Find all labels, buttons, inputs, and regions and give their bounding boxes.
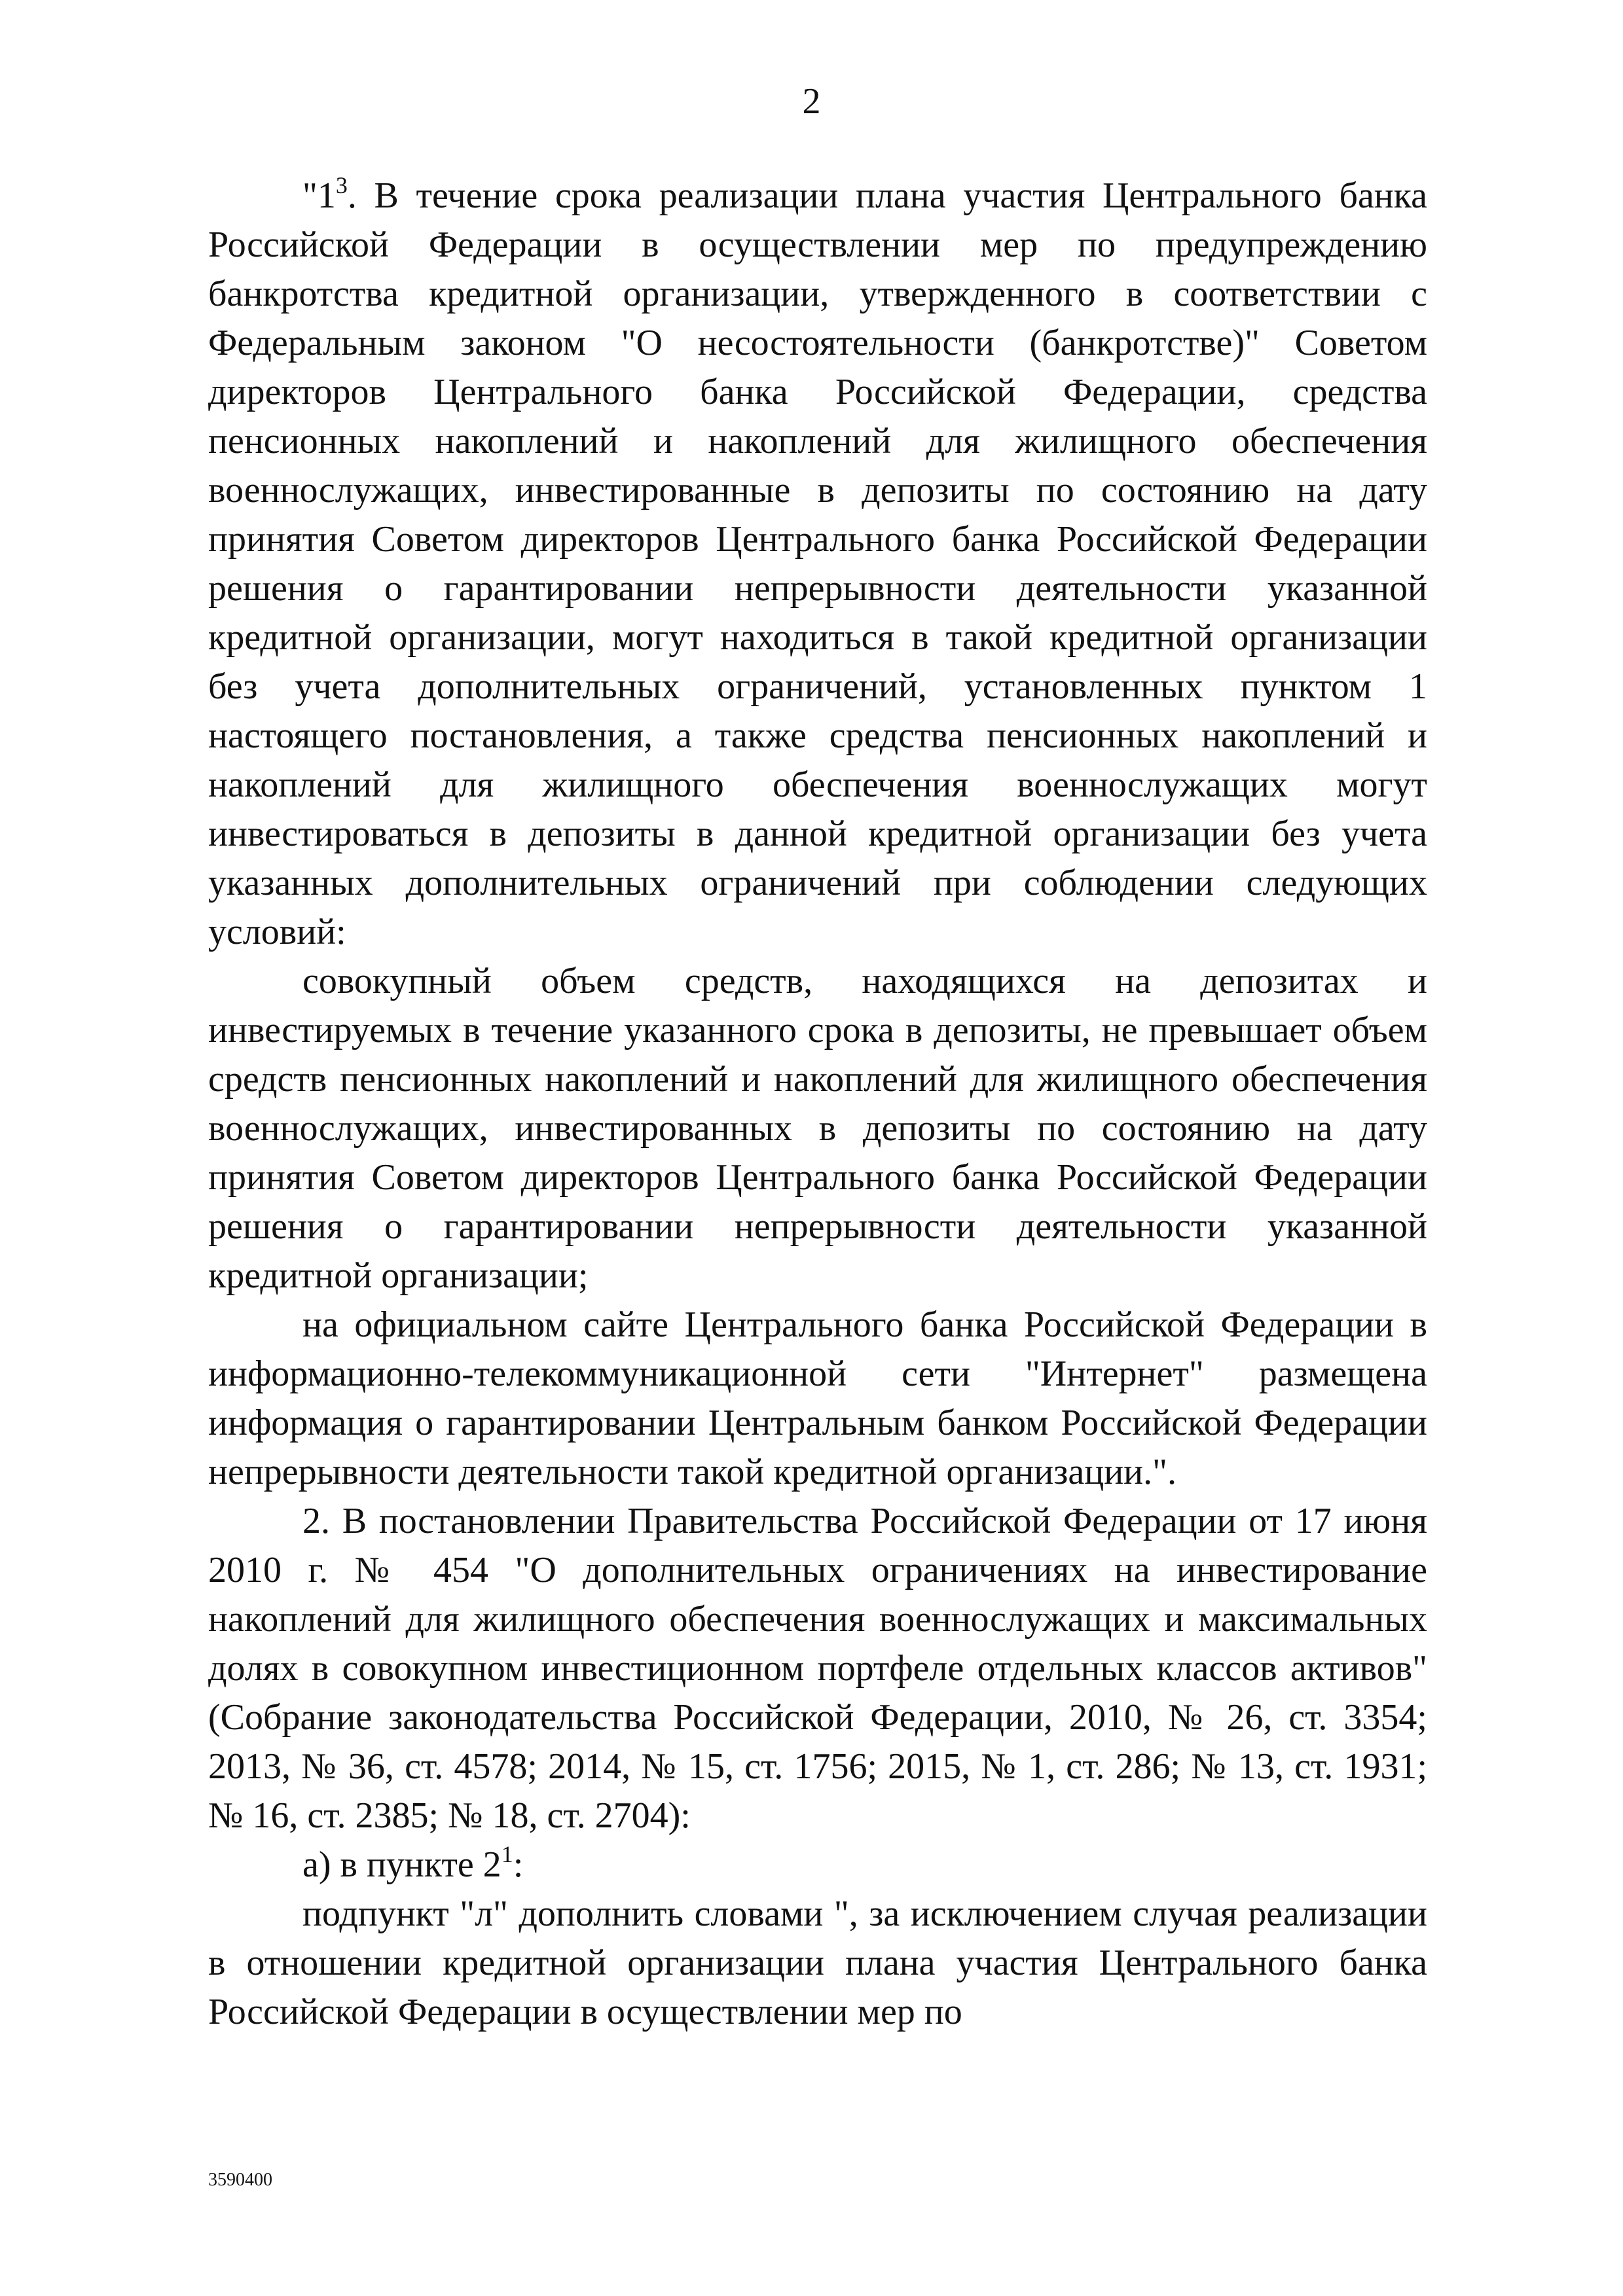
clause-text: . В течение срока реализации плана участия Центрального банка Российской Федерации в осуществлении мер по предупреждению банкротства кредитной организации, утвержденного в соответствии с Федеральным законом "О несостоятельности (банкротстве)" Советом директоров Центрального банка Российской Федерации, средства пенсионных накоплений и накоплений для жилищного обеспечения военнослужащих, инвестированные в депозиты по состоянию на дату принятия Советом директоров Центрального банка Российской Федерации решения о гарантировании непрерывности деятельности указанной кредитной организации, могут находиться в такой кредитной организации без учета дополнительных ограничений, установленных пунктом 1 настоящего постановления, а также средства пенсионных накоплений и накоплений для жилищного обеспечения военнослужащих могут инвестироваться в депозиты в данной кредитной организации без учета указанных дополнительных ограничений при соблюдении следующих условий: bbox=[208, 175, 1427, 952]
subparagraph-a bbox=[208, 1840, 1427, 1890]
paragraph-1-3-clause bbox=[208, 171, 1427, 957]
condition-website-publication: на официальном сайте Центрального банка Российской Федерации в информационно-телекоммуникационной сети "Интернет" размещена информация о гарантировании Центральным банком Российской Федерации непрерывности деятельности такой кредитной организации.". bbox=[208, 1304, 1427, 1492]
clause-number: "1 bbox=[302, 175, 336, 216]
subparagraph-a-colon: : bbox=[513, 1844, 524, 1885]
clause-superscript: 3 bbox=[335, 172, 348, 198]
document-code: 3590400 bbox=[208, 2170, 272, 2190]
subpoint-l-addition: подпункт "л" дополнить словами ", за исключением случая реализации в отношении кредитной организации плана участия Центрального банка Российской Федерации в осуществлении мер по bbox=[208, 1893, 1427, 2032]
paragraph-2-amendment: 2. В постановлении Правительства Российской Федерации от 17 июня 2010 г. № 454 "О дополнительных ограничениях на инвестирование накоплений для жилищного обеспечения военнослужащих и максимальных долях в совокупном инвестиционном портфеле отдельных классов активов" (Собрание законодательства Российской Федерации, 2010, № 26, ст. 3354; 2013, № 36, ст. 4578; 2014, № 15, ст. 1756; 2015, № 1, ст. 286; № 13, ст. 1931; № 16, ст. 2385; № 18, ст. 2704): bbox=[208, 1501, 1427, 1836]
condition-deposits-volume: совокупный объем средств, находящихся на депозитах и инвестируемых в течение указанного срока в депозиты, не превышает объем средств пенсионных накоплений и накоплений для жилищного обеспечения военнослужащих, инвестированных в депозиты по состоянию на дату принятия Советом директоров Центрального банка Российской Федерации решения о гарантировании непрерывности деятельности указанной кредитной организации; bbox=[208, 961, 1427, 1296]
document-body bbox=[208, 171, 1427, 2037]
subparagraph-a-superscript: 1 bbox=[501, 1841, 513, 1867]
subparagraph-a-text: а) в пункте 2 bbox=[302, 1844, 501, 1885]
page-number: 2 bbox=[802, 81, 821, 122]
